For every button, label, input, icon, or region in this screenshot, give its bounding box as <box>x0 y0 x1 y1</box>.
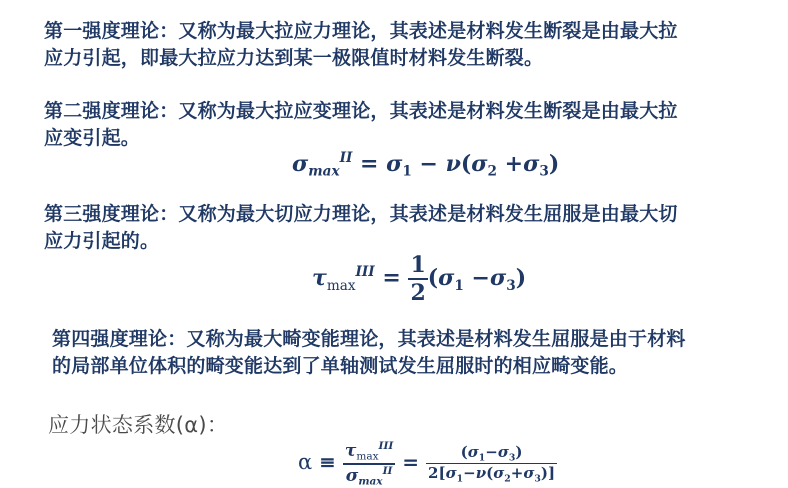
formula-theory-2: $\sigma_{max}^{II} = \sigma_1 - \nu(\sigma_2 +\sigma_3)$ <box>292 150 560 180</box>
theory-4-text-1: 又称为最大畸变能理论，其表述是材料发生屈服是由于材料 <box>186 328 686 350</box>
theory-4-line-1 <box>52 326 788 353</box>
alpha-fraction-left: $\frac{\tau_{max}^{III}}{\sigma_{max}^{II}}$ <box>344 440 394 488</box>
theory-2-paragraph <box>44 98 784 152</box>
theory-2-title: 第二强度理论： <box>44 100 179 122</box>
theory-1-line-1 <box>44 18 784 45</box>
theory-4-title: 第四强度理论： <box>52 328 187 350</box>
theory-1-title: 第一强度理论： <box>44 20 179 42</box>
theory-4-text-2: 的局部单位体积的畸变能达到了单轴测试发生屈服时的相应畸变能。 <box>52 355 629 377</box>
formula-theory-3: $\tau_{max}^{III}$ = $\frac{1}{2}$ $(\sigma_1 -\sigma_3)$ <box>312 252 527 306</box>
fraction-one-half: $\frac{1}{2}$ <box>410 252 426 306</box>
theory-4-paragraph <box>52 326 788 380</box>
theory-2-text-2: 应变引起。 <box>44 127 141 149</box>
theory-3-paragraph <box>44 201 784 255</box>
stress-coefficient-label: 应力状态系数(α)： <box>48 413 229 437</box>
theory-1-paragraph <box>44 18 784 72</box>
theory-2-text-1: 又称为最大拉应变理论，其表述是材料发生断裂是由最大拉 <box>178 100 678 122</box>
theory-3-line-1 <box>44 201 784 228</box>
formula-alpha: α ≡ $\frac{\tau_{max}^{III}}{\sigma_{max}^{II}}$ = $\frac{(\sigma_1-\sigma_3)}{2[\sigma_1-\nu(\sigma_2+\sigma_3)]}$ <box>298 440 556 488</box>
theory-1-text-2: 应力引起，即最大拉应力达到某一极限值时材料发生断裂。 <box>44 47 544 69</box>
theory-3-title: 第三强度理论： <box>44 203 179 225</box>
theory-3-text-2: 应力引起的。 <box>44 230 160 252</box>
theory-2-line-1 <box>44 98 784 125</box>
theory-1-text-1: 又称为最大拉应力理论，其表述是材料发生断裂是由最大拉 <box>178 20 678 42</box>
theory-3-text-1: 又称为最大切应力理论，其表述是材料发生屈服是由最大切 <box>178 203 678 225</box>
alpha-fraction-right: $\frac{(\sigma_1-\sigma_3)}{2[\sigma_1-\nu(\sigma_2+\sigma_3)]}$ <box>428 442 556 485</box>
